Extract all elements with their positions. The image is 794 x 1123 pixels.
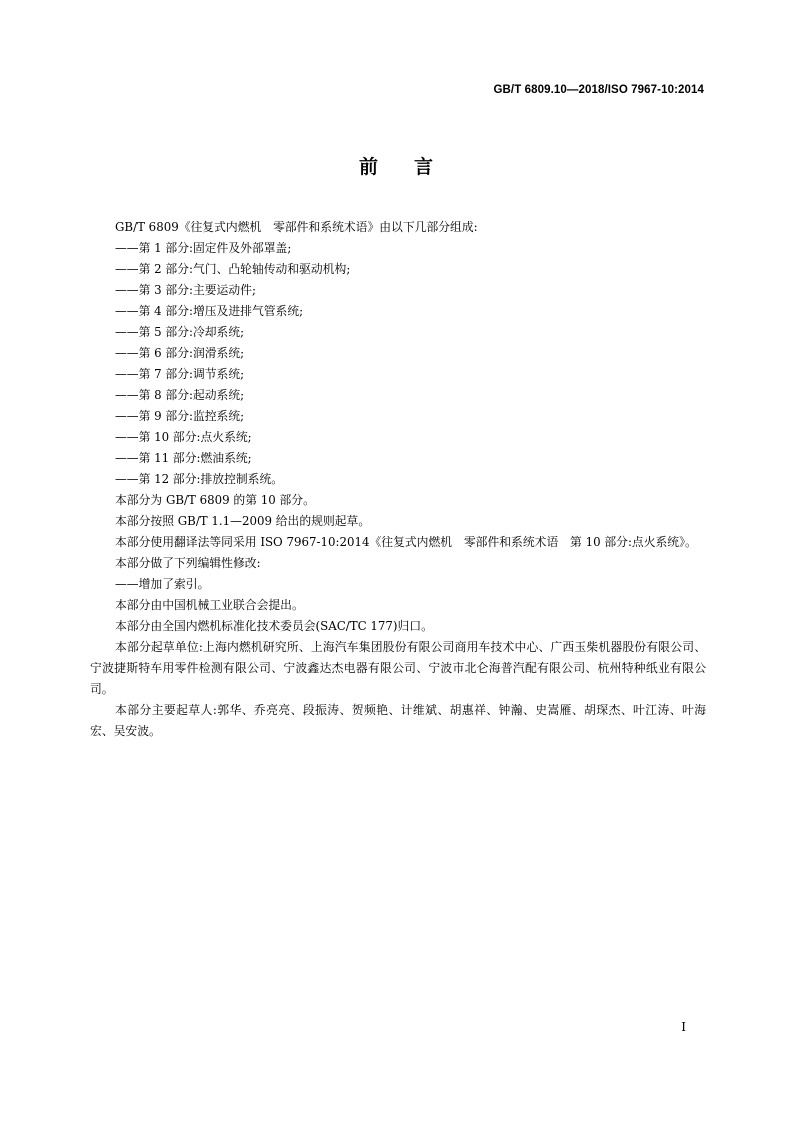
list-item-part-11: ——第 11 部分:燃油系统; xyxy=(115,451,252,465)
paragraph-adoption: 本部分使用翻译法等同采用 ISO 7967-10:2014《往复式内燃机 零部件和系统术语 第 10 部分:点火系统》。 xyxy=(115,535,697,549)
list-item-part-3: ——第 3 部分:主要运动件; xyxy=(115,283,256,297)
list-item-part-7: ——第 7 部分:调节系统; xyxy=(115,367,245,381)
list-item-part-4: ——第 4 部分:增压及进排气管系统; xyxy=(115,304,304,318)
list-item-part-12: ——第 12 部分:排放控制系统。 xyxy=(115,472,284,486)
list-item-part-10: ——第 10 部分:点火系统; xyxy=(115,430,252,444)
title-char-1: 前 xyxy=(358,156,380,178)
list-item-part-1: ——第 1 部分:固定件及外部罩盖; xyxy=(115,241,292,255)
list-item-index-added: ——增加了索引。 xyxy=(115,577,210,591)
paragraph-centralized-by: 本部分由全国内燃机标准化技术委员会(SAC/TC 177)归口。 xyxy=(115,619,433,633)
list-item-part-9: ——第 9 部分:监控系统; xyxy=(115,409,245,423)
foreword-body xyxy=(90,217,706,742)
paragraph-proposed-by: 本部分由中国机械工业联合会提出。 xyxy=(115,598,304,612)
list-item-part-2: ——第 2 部分:气门、凸轮轴传动和驱动机构; xyxy=(115,262,351,276)
paragraph-main-drafters: 本部分主要起草人:郭华、乔亮亮、段振涛、贺频艳、计维斌、胡惠祥、钟瀚、史嵩雁、胡琛杰、叶江涛、叶海宏、吴安波。 xyxy=(90,703,706,738)
list-item-part-8: ——第 8 部分:起动系统; xyxy=(115,388,245,402)
page-title xyxy=(0,152,794,179)
paragraph-part-statement: 本部分为 GB/T 6809 的第 10 部分。 xyxy=(115,493,315,507)
paragraph-composition: GB/T 6809《往复式内燃机 零部件和系统术语》由以下几部分组成: xyxy=(115,220,478,234)
list-item-part-5: ——第 5 部分:冷却系统; xyxy=(115,325,245,339)
paragraph-editorial-changes: 本部分做了下列编辑性修改: xyxy=(115,556,261,570)
list-item-part-6: ——第 6 部分:润滑系统; xyxy=(115,346,245,360)
paragraph-drafting-units: 本部分起草单位:上海内燃机研究所、上海汽车集团股份有限公司商用车技术中心、广西玉柴机器股份有限公司、宁波捷斯特车用零件检测有限公司、宁波鑫达杰电器有限公司、宁波市北仑海普汽配有限公司、杭州特种纸业有限公司。 xyxy=(90,640,706,696)
standard-code-header: GB/T 6809.10—2018/ISO 7967-10:2014 xyxy=(493,84,704,96)
page-number: I xyxy=(681,1020,686,1034)
paragraph-drafting-rules: 本部分按照 GB/T 1.1—2009 给出的规则起草。 xyxy=(115,514,371,528)
title-char-2: 言 xyxy=(414,156,436,178)
